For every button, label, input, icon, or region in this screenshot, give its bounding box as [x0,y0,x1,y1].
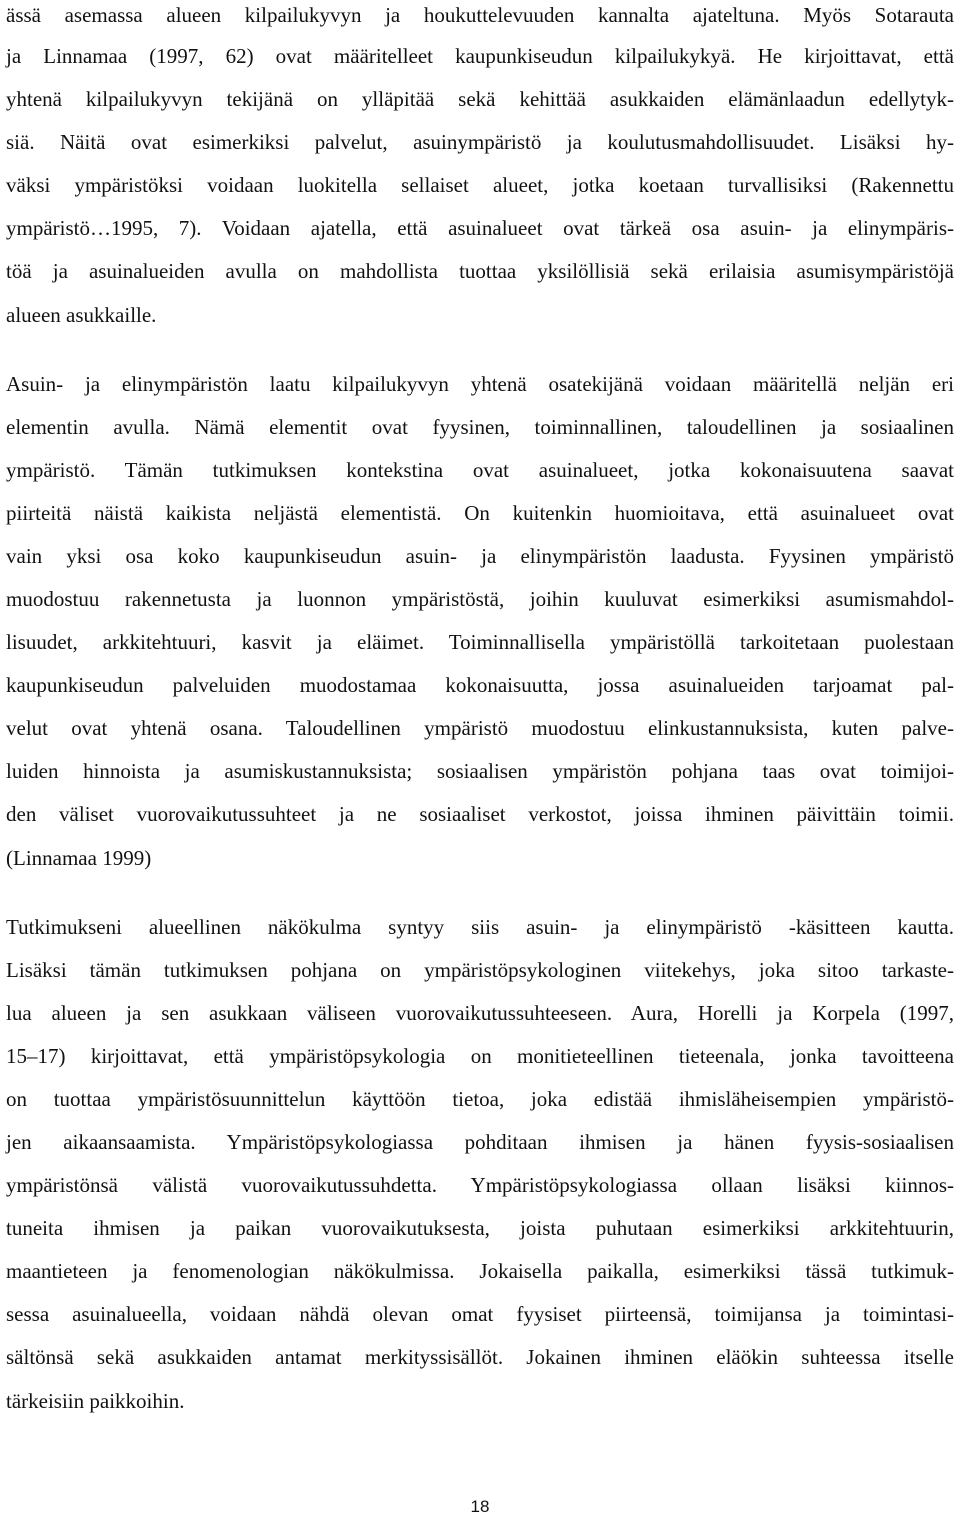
text-line: kaupunkiseudun palveluiden muodostamaa kokonaisuutta, jossa asuinalueiden tarjoamat pal- [6,673,954,697]
text-line: tuneita ihmisen ja paikan vuorovaikutuksesta, joista puhutaan esimerkiksi arkkitehtuurin, [6,1216,954,1240]
text-line: elementin avulla. Nämä elementit ovat fyysinen, toiminnallinen, taloudellinen ja sosiaalinen [6,415,954,439]
text-line: ympäristö…1995, 7). Voidaan ajatella, että asuinalueet ovat tärkeä osa asuin- ja elinympäris- [6,216,954,240]
text-line: sessa asuinalueella, voidaan nähdä olevan omat fyysiset piirteensä, toimijansa ja toimintasi- [6,1302,954,1326]
text-line: lua alueen ja sen asukkaan väliseen vuorovaikutussuhteeseen. Aura, Horelli ja Korpela (1997, [6,1001,954,1025]
text-line: velut ovat yhtenä osana. Taloudellinen ympäristö muodostuu elinkustannuksista, kuten palve- [6,716,954,740]
page-number: 18 [470,1497,490,1516]
text-line: yhtenä kilpailukyvyn tekijänä on ylläpitää sekä kehittää asukkaiden elämänlaadun edellytyk- [6,87,954,111]
text-line: (Linnamaa 1999) [6,846,152,870]
text-line: muodostuu rakennetusta ja luonnon ympäristöstä, joihin kuuluvat esimerkiksi asumismahdol- [6,587,954,611]
text-line: ässä asemassa alueen kilpailukyvyn ja houkuttelevuuden kannalta ajateltuna. Myös Sotarauta [6,3,954,27]
text-line: 15–17) kirjoittavat, että ympäristöpsykologia on monitieteellinen tieteenala, jonka tavoitteena [6,1044,954,1068]
text-line: vain yksi osa koko kaupunkiseudun asuin- ja elinympäristön laadusta. Fyysinen ympäristö [6,544,954,568]
text-line: töä ja asuinalueiden avulla on mahdollista tuottaa yksilöllisiä sekä erilaisia asumisympäristöjä [6,259,954,283]
text-line: Asuin- ja elinympäristön laatu kilpailukyvyn yhtenä osatekijänä voidaan määritellä neljän eri [6,372,954,396]
text-line: jen aikaansaamista. Ympäristöpsykologiassa pohditaan ihmisen ja hänen fyysis-sosiaalisen [6,1130,954,1154]
text-line: den väliset vuorovaikutussuhteet ja ne sosiaaliset verkostot, joissa ihminen päivittäin toimii. [6,802,954,826]
text-line: tärkeisiin paikkoihin. [6,1389,185,1413]
text-line: ja Linnamaa (1997, 62) ovat määritelleet kaupunkiseudun kilpailukykyä. He kirjoittavat, että [6,44,954,68]
text-line: alueen asukkaille. [6,303,157,327]
text-line: Lisäksi tämän tutkimuksen pohjana on ympäristöpsykologinen viitekehys, joka sitoo tarkaste- [6,958,954,982]
text-line: piirteitä näistä kaikista neljästä elementistä. On kuitenkin huomioitava, että asuinalueet ovat [6,501,954,525]
text-line: ympäristönsä välistä vuorovaikutussuhdetta. Ympäristöpsykologiassa ollaan lisäksi kiinnos- [6,1173,954,1197]
text-line: on tuottaa ympäristösuunnittelun käyttöön tietoa, joka edistää ihmisläheisempien ympäristö- [6,1087,954,1111]
text-line: siä. Näitä ovat esimerkiksi palvelut, asuinympäristö ja koulutusmahdollisuudet. Lisäksi hy- [6,130,954,154]
text-line: sältönsä sekä asukkaiden antamat merkityssisällöt. Jokainen ihminen eläökin suhteessa itselle [6,1345,954,1369]
text-line: luiden hinnoista ja asumiskustannuksista; sosiaalisen ympäristön pohjana taas ovat toimijoi- [6,759,954,783]
text-line: lisuudet, arkkitehtuuri, kasvit ja eläimet. Toiminnallisella ympäristöllä tarkoitetaan puolestaan [6,630,954,654]
text-line: Tutkimukseni alueellinen näkökulma syntyy siis asuin- ja elinympäristö -käsitteen kautta. [6,915,954,939]
text-line: väksi ympäristöksi voidaan luokitella sellaiset alueet, jotka koetaan turvallisiksi (Rakennettu [6,173,954,197]
text-line: maantieteen ja fenomenologian näkökulmissa. Jokaisella paikalla, esimerkiksi tässä tutkimuk- [6,1259,954,1283]
text-line: ympäristö. Tämän tutkimuksen kontekstina ovat asuinalueet, jotka kokonaisuutena saavat [6,458,954,482]
